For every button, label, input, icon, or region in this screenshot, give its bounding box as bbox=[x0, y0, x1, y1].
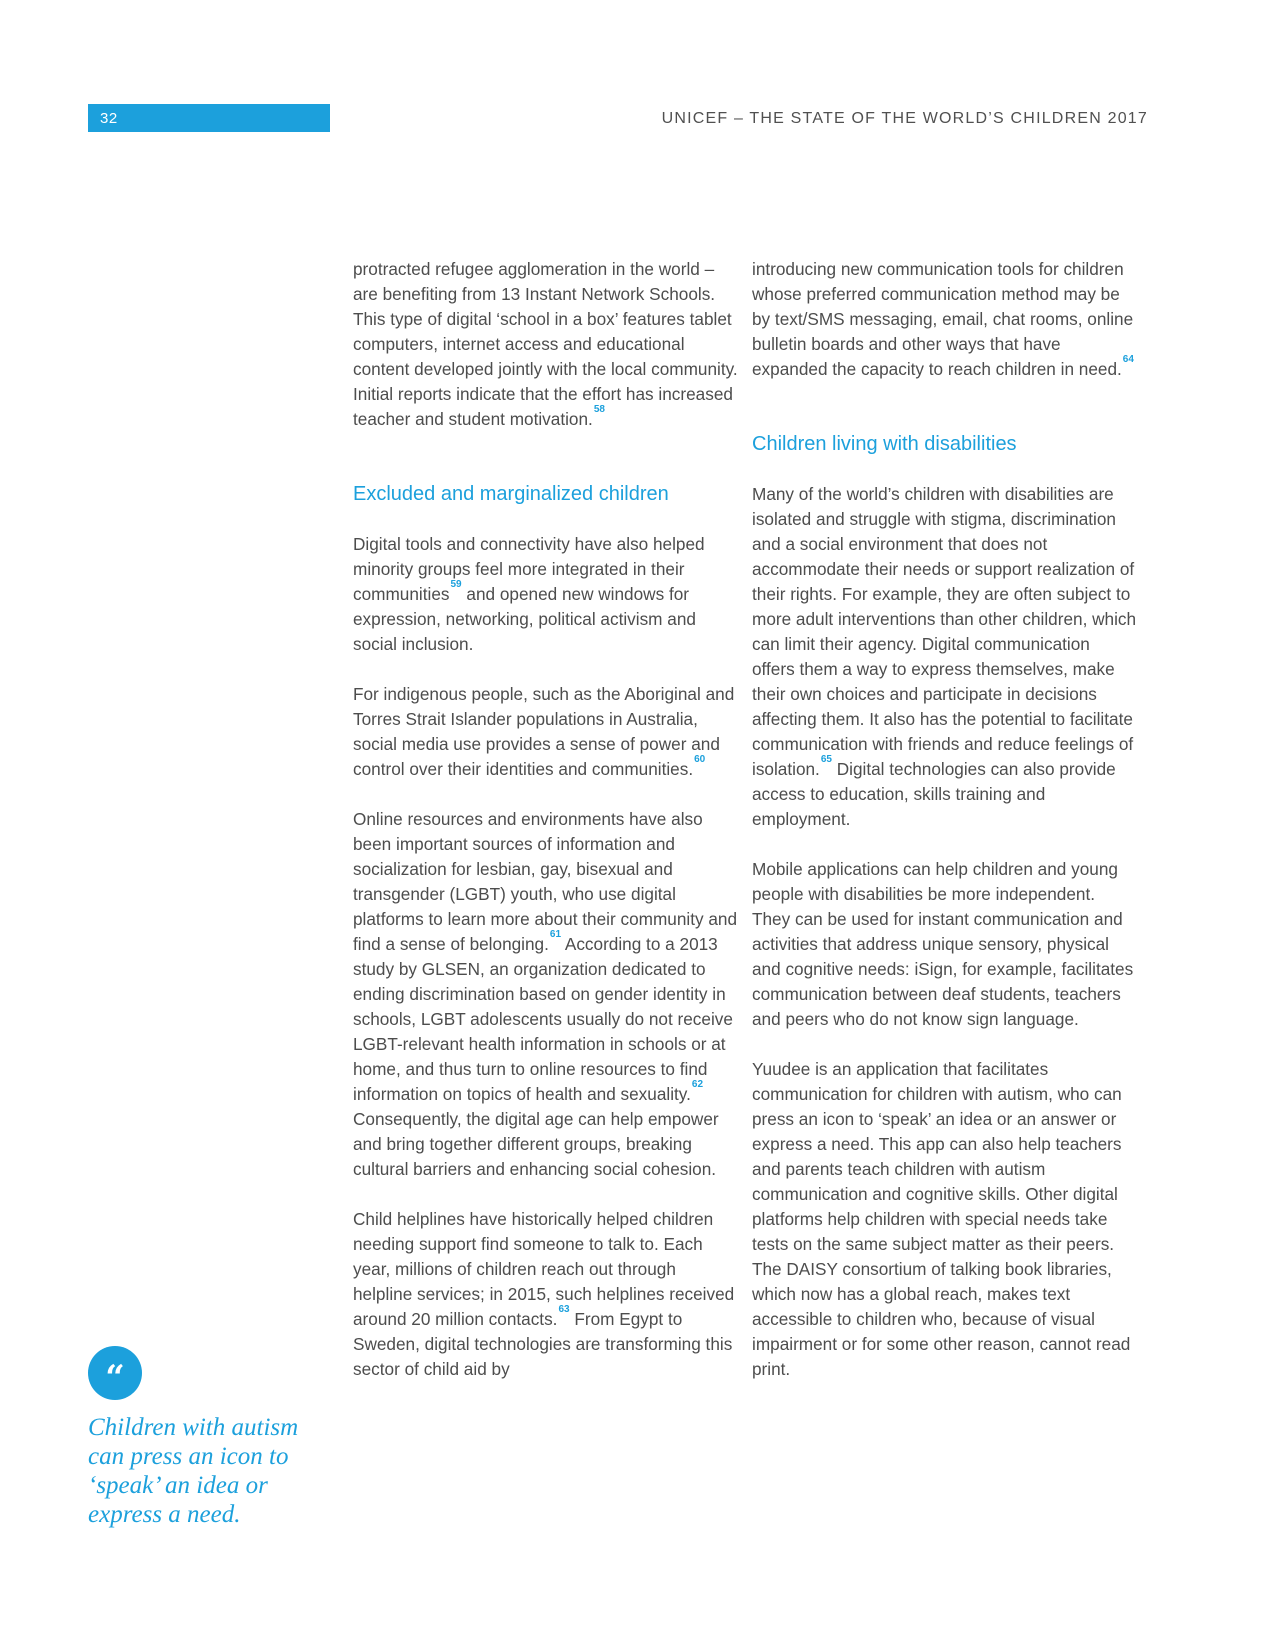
paragraph: protracted refugee agglomeration in the world – are benefiting from 13 Instant Network Schools. This type of digital ‘school in a box’ features tablet computers, internet access and educational content developed jointly with the local community. Initial reports indicate that the effort has increased teacher and student motivation.$^{58}$ bbox=[353, 259, 738, 429]
footnote-ref[interactable]: 58 bbox=[593, 404, 605, 415]
left-column bbox=[353, 257, 738, 1407]
footnote-ref[interactable]: 64 bbox=[1122, 354, 1134, 365]
footnote-ref[interactable]: 65 bbox=[820, 754, 832, 765]
paragraph: Mobile applications can help children and young people with disabilities be more independent. They can be used for instant communication and activities that address unique sensory, physical and cognitive needs: iSign, for example, facilitates communication between deaf students, teachers and peers who do not know sign language. bbox=[752, 859, 1134, 1029]
footnote-ref[interactable]: 62 bbox=[691, 1079, 704, 1090]
paragraph: Child helplines have historically helped children needing support find someone to talk to. Each year, millions of children reach out through helpline services; in 2015, such helplines received around 20 million contacts.$^{63}$ From Egypt to Sweden, digital technologies are transforming this sector of child aid by bbox=[353, 1209, 735, 1379]
right-column bbox=[752, 257, 1137, 1407]
paragraph: Many of the world’s children with disabilities are isolated and struggle with stigma, discrimination and a social environment that does not accommodate their needs or support realization of their rights. For example, they are often subject to more adult interventions than other children, which can limit their agency. Digital communication offers them a way to express themselves, make their own choices and participate in decisions affecting them. It also has the potential to facilitate communication with friends and reduce feelings of isolation.$^{65}$ Digital technologies can also provide access to education, skills training and employment. bbox=[752, 484, 1137, 829]
paragraph: Yuudee is an application that facilitates communication for children with autism, who can press an icon to ‘speak’ an idea or an answer or express a need. This app can also help teachers and parents teach children with autism communication and cognitive skills. Other digital platforms help children with special needs take tests on the same subject matter as their peers. The DAISY consortium of talking book libraries, which now has a global reach, makes text accessible to children who, because of visual impairment or for some other reason, cannot read print. bbox=[752, 1059, 1131, 1379]
page-number-bar bbox=[88, 104, 330, 132]
paragraph: introducing new communication tools for children whose preferred communication method may be by text/SMS messaging, email, chat rooms, online bulletin boards and other ways that have expanded the capacity to reach children in need.$^{64}$ bbox=[752, 259, 1134, 379]
paragraph: Online resources and environments have also been important sources of information and socialization for lesbian, gay, bisexual and transgender (LGBT) youth, who use digital platforms to learn more about their community and find a sense of belonging.$^{61}$ According to a 2013 study by GLSEN, an organization dedicated to ending discrimination based on gender identity in schools, LGBT adolescents usually do not receive LGBT-relevant health information in schools or at home, and thus turn to online resources to find information on topics of health and sexuality.$^{62}$ Consequently, the digital age can help empower and bring together different groups, breaking cultural barriers and enhancing social cohesion. bbox=[353, 809, 738, 1179]
section-heading-excluded: Excluded and marginalized children bbox=[353, 483, 669, 505]
paragraph: Digital tools and connectivity have also helped minority groups feel more integrated in their communities$^{59}$ and opened new windows for expression, networking, political activism and social inclusion. bbox=[353, 534, 705, 654]
pull-quote: Children with autism can press an icon to ‘speak’ an idea or express a need. bbox=[88, 1414, 299, 1528]
footnote-ref[interactable]: 60 bbox=[694, 754, 706, 765]
quote-mark-icon: “ bbox=[88, 1346, 142, 1400]
running-header: UNICEF – THE STATE OF THE WORLD’S CHILDREN 2017 bbox=[661, 110, 1148, 127]
footnote-ref[interactable]: 61 bbox=[549, 929, 562, 940]
footnote-ref[interactable]: 63 bbox=[558, 1304, 570, 1315]
footnote-ref[interactable]: 59 bbox=[450, 579, 462, 590]
page-number: 32 bbox=[100, 110, 118, 127]
paragraph: For indigenous people, such as the Aboriginal and Torres Strait Islander populations in Australia, social media use provides a sense of power and control over their identities and communities.$^{60}$ bbox=[353, 684, 735, 779]
section-heading-disabilities: Children living with disabilities bbox=[752, 433, 1017, 455]
